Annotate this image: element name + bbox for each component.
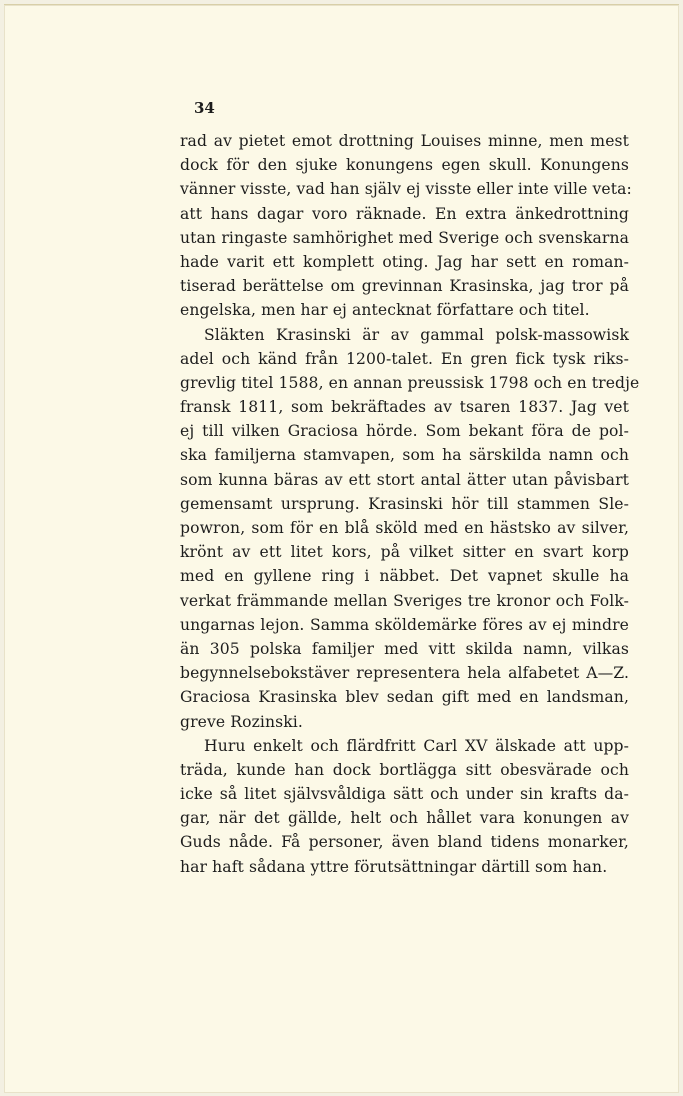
text-line: fransk 1811, som bekräftades av tsaren 1837. Jag vet <box>180 398 629 417</box>
text-line: Huru enkelt och flärdfritt Carl XV älskade att upp- <box>204 736 629 755</box>
book-page <box>4 4 679 1093</box>
text-line: som kunna bäras av ett stort antal ätter utan påvisbart <box>180 470 629 489</box>
text-line: powron, som för en blå sköld med en hästsko av silver, <box>180 519 629 537</box>
text-line: gar, när det gällde, helt och hållet vara konungen av <box>180 809 629 828</box>
text-line: rad av pietet emot drottning Louises minne, men mest <box>180 132 629 150</box>
page-number: 34 <box>194 99 215 117</box>
text-line: dock för den sjuke konungens egen skull. Konungens <box>180 156 629 175</box>
text-line: Guds nåde. Få personer, även bland tidens monarker, <box>180 833 629 852</box>
text-line: ska familjerna stamvapen, som ha särskilda namn och <box>180 446 629 465</box>
text-line: har haft sådana yttre förutsättningar därtill som han. <box>180 857 608 876</box>
text-line: vänner visste, vad han själv ej visste eller inte ville veta: <box>180 180 632 199</box>
text-line: ungarnas lejon. Samma sköldemärke föres av ej mindre <box>180 615 629 634</box>
text-line: krönt av ett litet kors, på vilket sitter en svart korp <box>180 543 629 562</box>
text-line: gemensamt ursprung. Krasinski hör till stammen Sle- <box>180 494 629 513</box>
text-line: verkat främmande mellan Sveriges tre kronor och Folk- <box>180 591 629 610</box>
text-line: att hans dagar voro räknade. En extra änkedrottning <box>180 204 629 223</box>
text-line: grevlig titel 1588, en annan preussisk 1798 och en tredje <box>180 373 640 392</box>
body-text <box>180 129 640 879</box>
text-line: tiserad berättelse om grevinnan Krasinska, jag tror på <box>180 277 629 296</box>
text-line: hade varit ett komplett oting. Jag har sett en roman- <box>180 252 629 271</box>
text-line: än 305 polska familjer med vitt skilda namn, vilkas <box>180 639 629 658</box>
text-line: ej till vilken Graciosa hörde. Som bekant föra de pol- <box>180 422 629 441</box>
text-line: icke så litet självsvåldiga sätt och under sin krafts da- <box>180 785 629 804</box>
text-line: med en gyllene ring i näbbet. Det vapnet skulle ha <box>180 567 629 586</box>
text-line: begynnelsebokstäver representera hela alfabetet A—Z. <box>180 664 629 683</box>
text-line: utan ringaste samhörighet med Sverige och svenskarna <box>180 228 629 247</box>
text-line: Släkten Krasinski är av gammal polsk-massowisk <box>204 325 629 344</box>
text-line: träda, kunde han dock bortlägga sitt obesvärade och <box>180 760 629 779</box>
text-line: Graciosa Krasinska blev sedan gift med en landsman, <box>180 688 629 707</box>
text-line: greve Rozinski. <box>180 712 303 731</box>
text-line: adel och känd från 1200-talet. En gren fick tysk riks- <box>180 349 629 368</box>
text-line: engelska, men har ej antecknat författare och titel. <box>180 301 590 320</box>
